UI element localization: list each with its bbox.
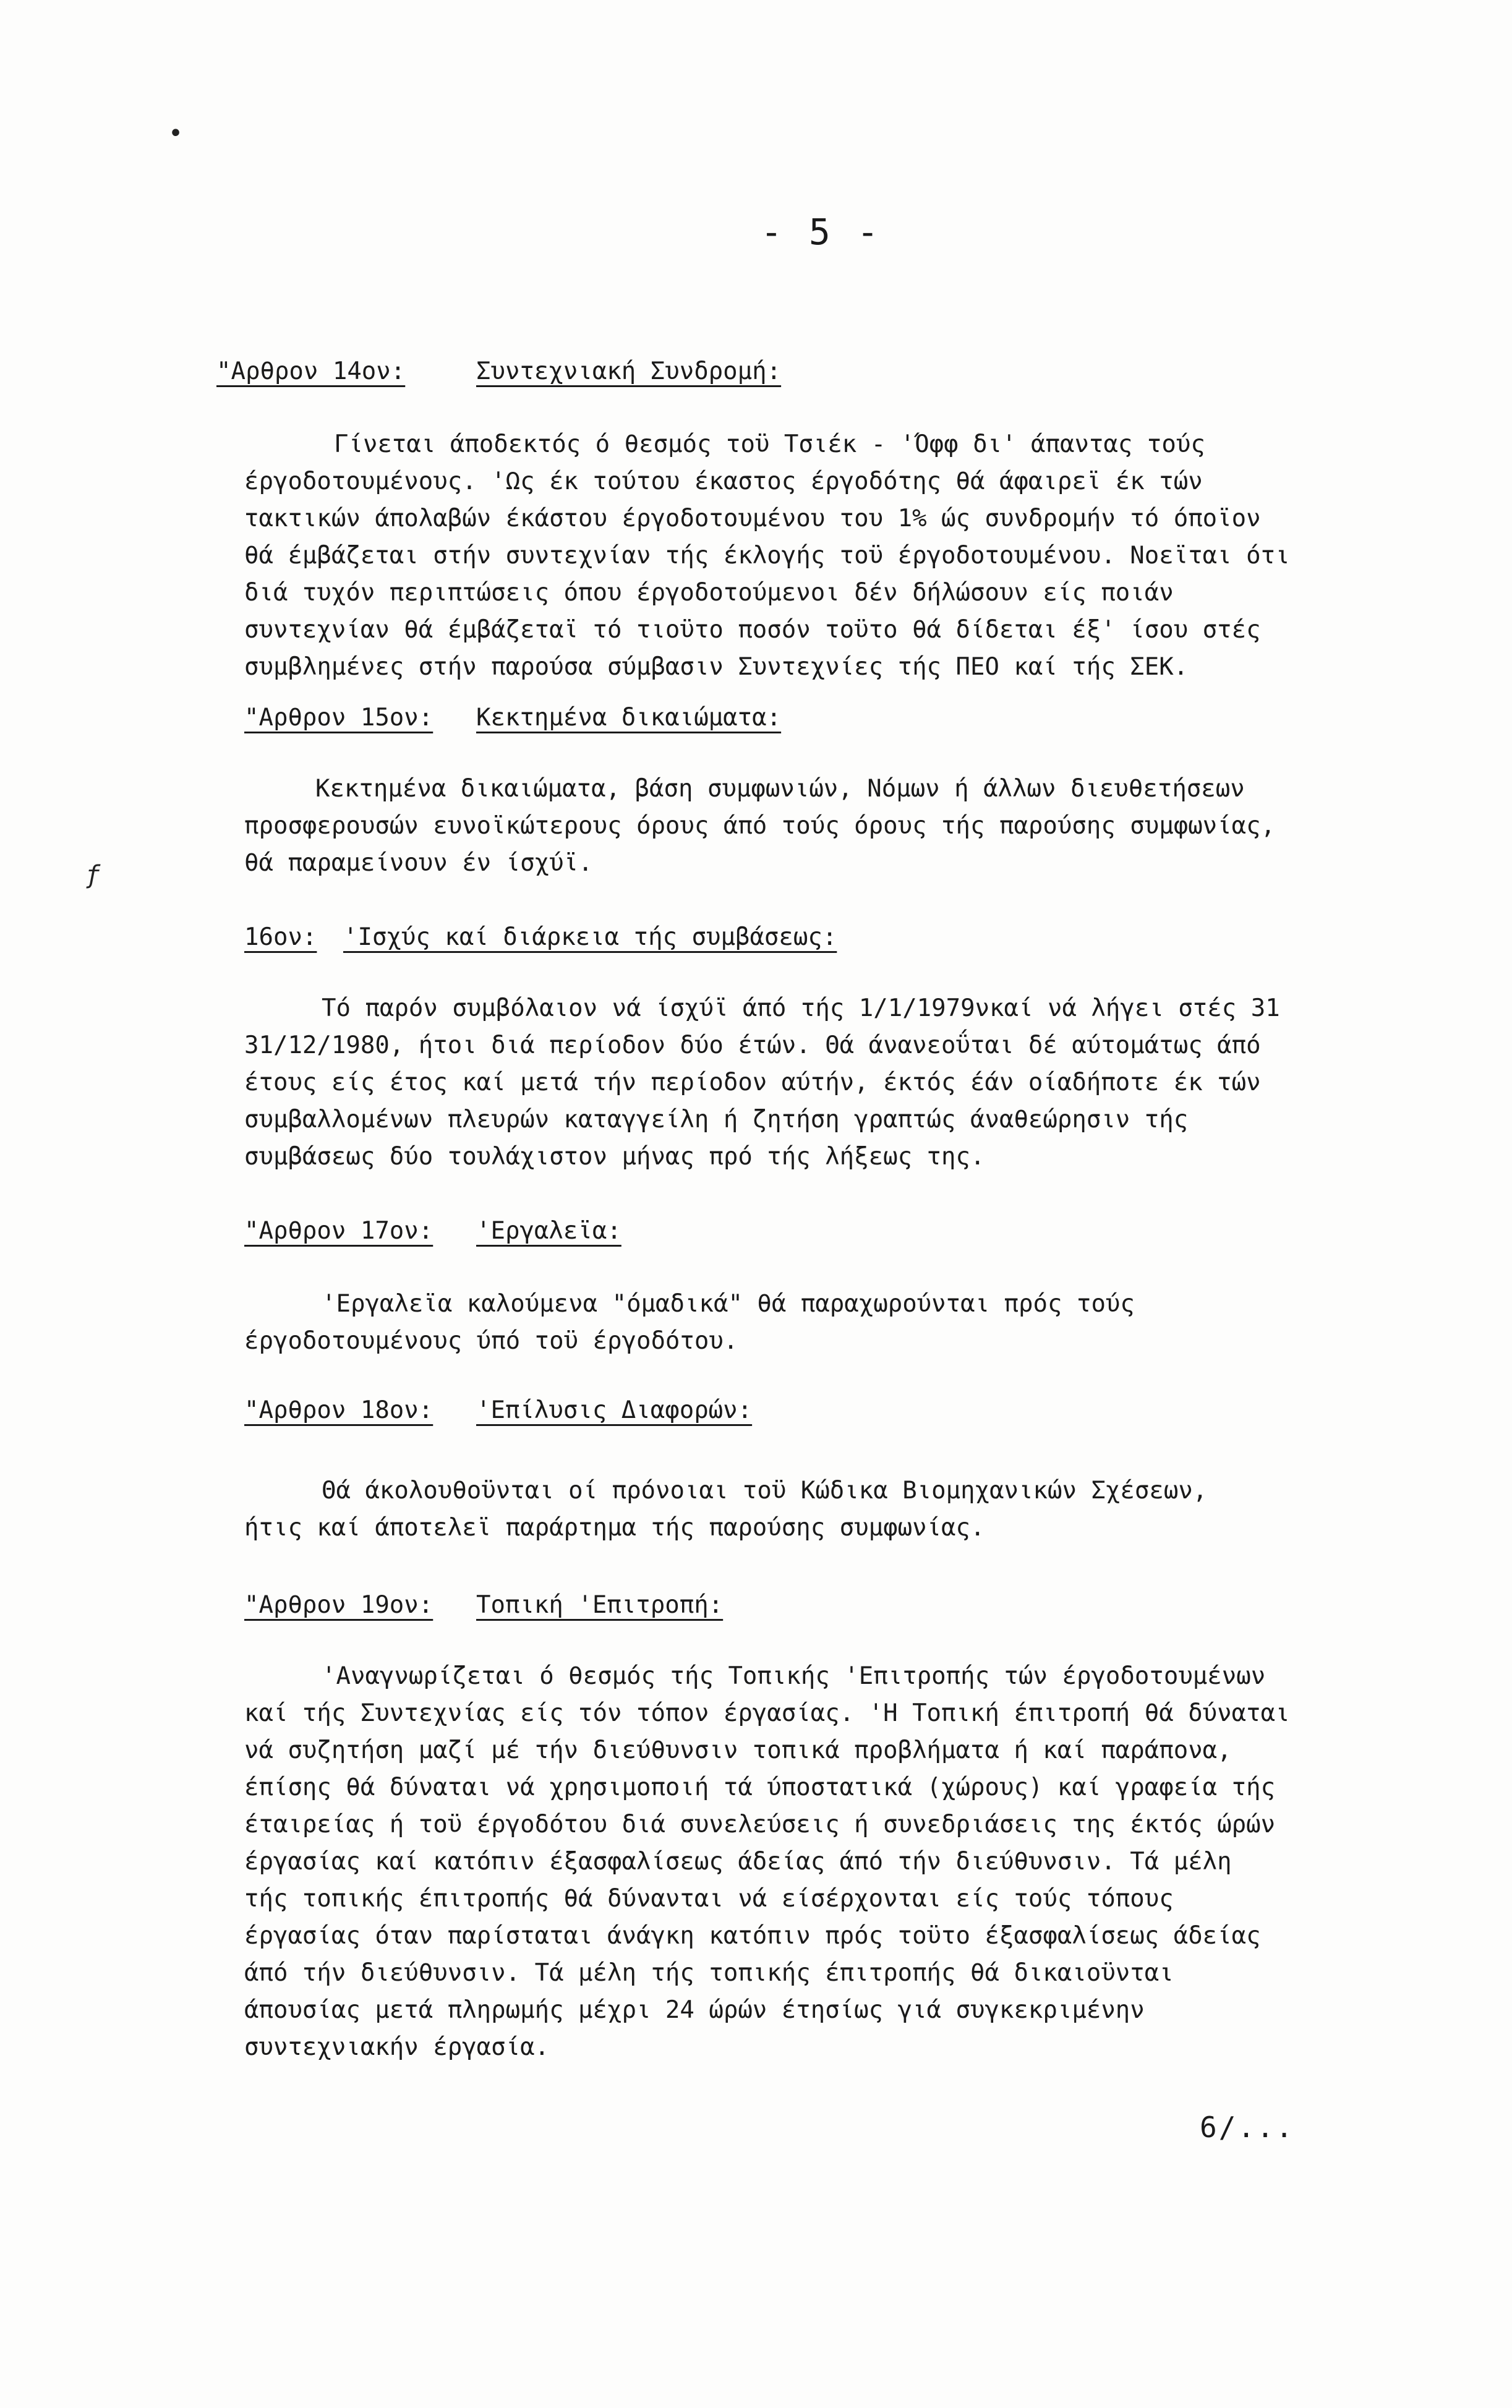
article-line: Τό παρόν συμβόλαιον νά ίσχύϊ άπό τής 1/1/1979νκαί νά λήγει στές 31 — [322, 994, 1280, 1022]
article-line: 31/12/1980, ήτοι διά περίοδον δύο έτών. Θά άνανεοΰται δέ αύτομάτως άπό — [244, 1031, 1261, 1059]
article-title: Τοπική 'Επιτροπή: — [476, 1591, 724, 1619]
article-title: Συντεχνιακή Συνδρομή: — [476, 357, 782, 385]
article-line: έτους είς έτος καί μετά τήν περίοδον αύτήν, έκτός έάν οίαδήποτε έκ τών — [244, 1069, 1261, 1096]
continuation-marker: 6/... — [1200, 2111, 1295, 2144]
article-line: Κεκτημένα δικαιώματα, βάση συμφωνιών, Νόμων ή άλλων διευθετήσεων — [315, 775, 1245, 803]
scan-dot-mark: • — [168, 119, 184, 148]
article-line: 'Εργαλεϊα καλούμενα "όμαδικά" θά παραχωρούνται πρός τούς — [322, 1290, 1135, 1318]
article-line: θά παραμείνουν έν ίσχύϊ. — [244, 849, 593, 877]
article-title: 'Εργαλεϊα: — [476, 1217, 621, 1245]
article-line: τής τοπικής έπιτροπής θά δύνανται νά είσέρχονται είς τούς τόπους — [244, 1885, 1174, 1913]
article-line: νά συζητήση μαζί μέ τήν διεύθυνσιν τοπικά προβλήματα ή καί παράπονα, — [244, 1736, 1232, 1764]
article-line: έργασίας καί κατόπιν έξασφαλίσεως άδείας άπό τήν διεύθυνσιν. Τά μέλη — [244, 1848, 1232, 1876]
article-line: έργασίας όταν παρίσταται άνάγκη κατόπιν πρός τοϋτο έξασφαλίσεως άδείας — [244, 1922, 1261, 1950]
article-line: Γίνεται άποδεκτός ό θεσμός τοϋ Τσιέκ - 'Όφφ δι' άπαντας τούς — [334, 430, 1205, 458]
article-line: καί τής Συντεχνίας είς τόν τόπον έργασίας. 'Η Τοπική έπιτροπή θά δύναται — [244, 1699, 1290, 1727]
article-number: 16ον: — [244, 923, 317, 951]
article-line: έταιρείας ή τοϋ έργοδότου διά συνελεύσεις ή συνεδριάσεις της έκτός ώρών — [244, 1811, 1276, 1838]
article-title: 'Επίλυσις Διαφορών: — [476, 1396, 753, 1424]
article-title: Κεκτημένα δικαιώματα: — [476, 704, 782, 732]
page-number: - 5 - — [761, 211, 881, 253]
article-line: θά έμβάζεται στήν συντεχνίαν τής έκλογής τοϋ έργοδοτουμένου. Νοεϊται ότι — [244, 542, 1290, 570]
article-number: "Αρθρον 17ον: — [244, 1217, 434, 1245]
article-number: "Αρθρον 18ον: — [244, 1396, 434, 1424]
article-line: έργοδοτουμένους. 'Ως έκ τούτου έκαστος έργοδότης θά άφαιρεϊ έκ τών — [244, 468, 1203, 495]
article-line: 'Αναγνωρίζεται ό θεσμός τής Τοπικής 'Επιτροπής τών έργοδοτουμένων — [322, 1662, 1266, 1690]
article-title: 'Ισχύς καί διάρκεια τής συμβάσεως: — [343, 923, 837, 951]
article-heading — [244, 918, 837, 956]
article-line: τακτικών άπολαβών έκάστου έργοδοτουμένου του 1% ώς συνδρομήν τό όποϊον — [244, 505, 1261, 532]
article-line: Θά άκολουθοϋνται οί πρόνοιαι τοϋ Κώδικα Βιομηχανικών Σχέσεων, — [322, 1477, 1208, 1505]
article-heading — [244, 1212, 621, 1250]
article-line: έργοδοτουμένους ύπό τοϋ έργοδότου. — [244, 1327, 738, 1355]
scan-margin-mark: ƒ — [85, 861, 101, 889]
article-number: "Αρθρον 14ον: — [216, 357, 406, 385]
article-number: "Αρθρον 15ον: — [244, 704, 434, 732]
article-line: συμβάσεως δύο τουλάχιστον μήνας πρό τής λήξεως της. — [244, 1143, 985, 1171]
article-heading — [244, 1391, 753, 1429]
article-line: άπουσίας μετά πληρωμής μέχρι 24 ώρών έτησίως γιά συγκεκριμένην — [244, 1996, 1145, 2024]
article-line: διά τυχόν περιπτώσεις όπου έργοδοτούμενοι δέν δήλώσουν είς ποιάν — [244, 579, 1174, 607]
article-heading — [244, 1586, 724, 1624]
article-heading — [216, 352, 782, 390]
article-line: άπό τήν διεύθυνσιν. Τά μέλη τής τοπικής έπιτροπής θά δικαιοϋνται — [244, 1959, 1174, 1987]
article-line: συντεχνίαν θά έμβάζεταϊ τό τιοϋτο ποσόν τοϋτο θά δίδεται έξ' ίσου στές — [244, 616, 1261, 644]
article-line: ήτις καί άποτελεϊ παράρτημα τής παρούσης συμφωνίας. — [244, 1514, 985, 1542]
article-line: προσφερουσών ευνοϊκώτερους όρους άπό τούς όρους τής παρούσης συμφωνίας, — [244, 812, 1276, 840]
article-line: συντεχνιακήν έργασία. — [244, 2033, 550, 2061]
article-number: "Αρθρον 19ον: — [244, 1591, 434, 1619]
article-line: συμβαλλομένων πλευρών καταγγείλη ή ζητήση γραπτώς άναθεώρησιν τής — [244, 1106, 1189, 1134]
article-heading — [244, 699, 782, 736]
article-line: συμβλημένες στήν παρούσα σύμβασιν Συντεχνίες τής ΠΕΟ καί τής ΣΕΚ. — [244, 653, 1189, 681]
article-line: έπίσης θά δύναται νά χρησιμοποιή τά ύποστατικά (χώρους) καί γραφεία τής — [244, 1774, 1276, 1801]
